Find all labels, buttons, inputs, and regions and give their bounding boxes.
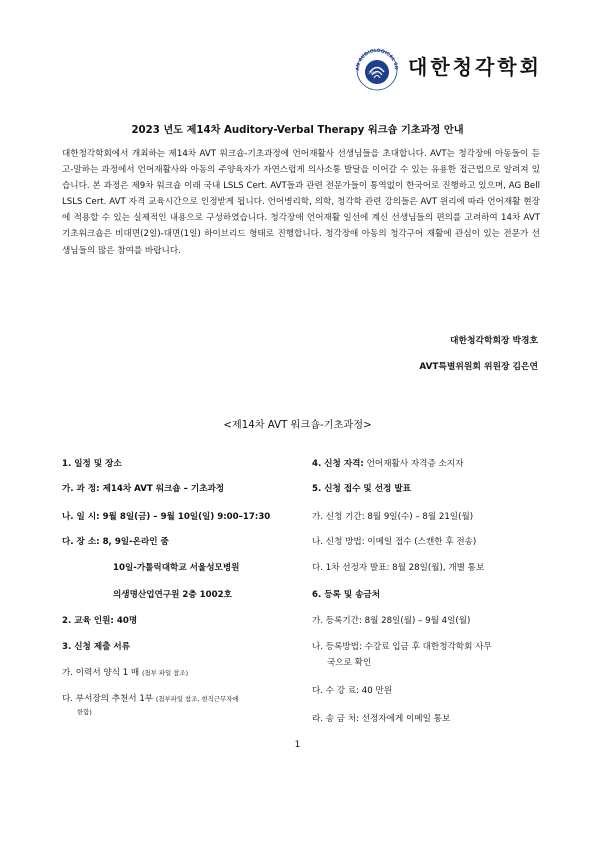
section-documents-heading: 3. 신청 제출 서류	[62, 642, 131, 652]
signature-committee-chair: AVT특별위원회 위원장 김은연	[419, 362, 538, 372]
document-resume-note: (첨부 파일 참조)	[141, 669, 189, 677]
registration-period: 가. 등록기간: 8월 28일(월) – 9월 4일(월)	[312, 616, 471, 626]
application-method: 나. 신청 방법: 이메일 접수 (스캔한 후 전송)	[312, 537, 477, 547]
tuition-fee: 다. 수 강 료: 40 만원	[312, 686, 393, 696]
section-registration-heading: 6. 등록 및 송금처	[312, 590, 381, 600]
section-eligibility-heading: 4. 신청 자격:	[312, 459, 364, 469]
document-resume: 가. 이력서 양식 1 매	[62, 668, 140, 678]
page-number: 1	[294, 740, 301, 750]
venue-line-2: 10일-가톨릭대학교 서울성모병원	[113, 563, 240, 573]
program-subtitle: <제14차 AVT 워크숍-기초과정>	[223, 420, 372, 431]
venue-line: 다. 장 소: 8, 9일-온라인 줌	[62, 537, 169, 547]
section-capacity-heading: 2. 교육 인원: 40명	[62, 616, 138, 626]
society-emblem-icon	[353, 44, 401, 92]
eligibility-value: 언어재활사 자격증 소지자	[366, 459, 464, 469]
selection-announcement: 다. 1차 선정자 발표: 8월 28일(월), 개별 통보	[312, 563, 485, 573]
section-schedule-heading: 1. 일정 및 장소	[62, 459, 122, 469]
document-recommendation: 다. 부서장의 추천서 1부	[62, 694, 154, 704]
document-recommendation-note-2: 한함)	[77, 708, 92, 716]
eligibility-line	[312, 457, 463, 469]
registration-method-2: 국으로 확인	[327, 658, 372, 668]
course-line: 가. 과 정: 제14차 AVT 워크숍 – 기초과정	[62, 484, 225, 494]
document-resume-line	[62, 666, 188, 678]
venue-line-3: 의생명산업연구원 2층 1002호	[113, 590, 232, 600]
society-logo	[353, 44, 553, 92]
document-recommendation-line	[62, 692, 239, 704]
payment-destination: 라. 송 금 처: 선정자에게 이메일 통보	[312, 714, 451, 724]
application-period: 가. 신청 기간: 8월 9일(수) – 8월 21일(월)	[312, 512, 474, 522]
emblem-ring-text: AN AUDIOLOGICAL SO	[355, 48, 399, 71]
signature-president: 대한청각학회장 박경호	[449, 336, 538, 346]
date-line: 나. 일 시: 9월 8일(금) – 9월 10일(일) 9:00–17:30	[62, 512, 271, 522]
intro-paragraph: 대한청각학회에서 개최하는 제14차 AVT 워크숍-기초과정에 언어재활사 선생님들을 초대합니다. AVT는 청각장애 아동들이 듣고-말하는 과정에서 언어재활사와 아동의 주양육자가 자연스럽게 의사소통 발달을 이어갈 수 있는 유용한 접근법으로 알려져 있습니다. 본 과정은 제9차 워크숍 이래 국내 LSLS Cert. AVT들과 관련 전문가들이 통역없이 한국어로 진행하고 있으며, AG Bell LSLS Cert. AVT 자격 교육시간으로 인정받게 됩니다. 언어병리학, 의학, 청각학 관련 강의들은 AVT 원리에 따라 언어재활 현장에 적용할 수 있는 실제적인 내용으로 구성하였습니다. 청각장애 언어재활 일선에 계신 선생님들의 편의를 고려하여 14차 AVT 기초워크숍은 비대면(2일)-대면(1일) 하이브리드 형태로 진행합니다. 청각장애 아동의 청각구어 재활에 관심이 있는 전문가 선생님들의 많은 참여를 바랍니다.	[62, 149, 540, 256]
document-recommendation-note: (첨부파일 참조, 현직근무자에	[155, 695, 239, 703]
society-name: 대한청각학회	[408, 55, 542, 79]
section-application-heading: 5. 신청 접수 및 선정 발표	[312, 484, 411, 494]
emblem-year: 1986	[368, 71, 377, 75]
registration-method: 나. 등록방법: 수강료 입금 후 대한청각학회 사무	[312, 642, 492, 652]
document-title: 2023 년도 제14차 Auditory-Verbal Therapy 워크숍 기초과정 안내	[131, 125, 464, 136]
